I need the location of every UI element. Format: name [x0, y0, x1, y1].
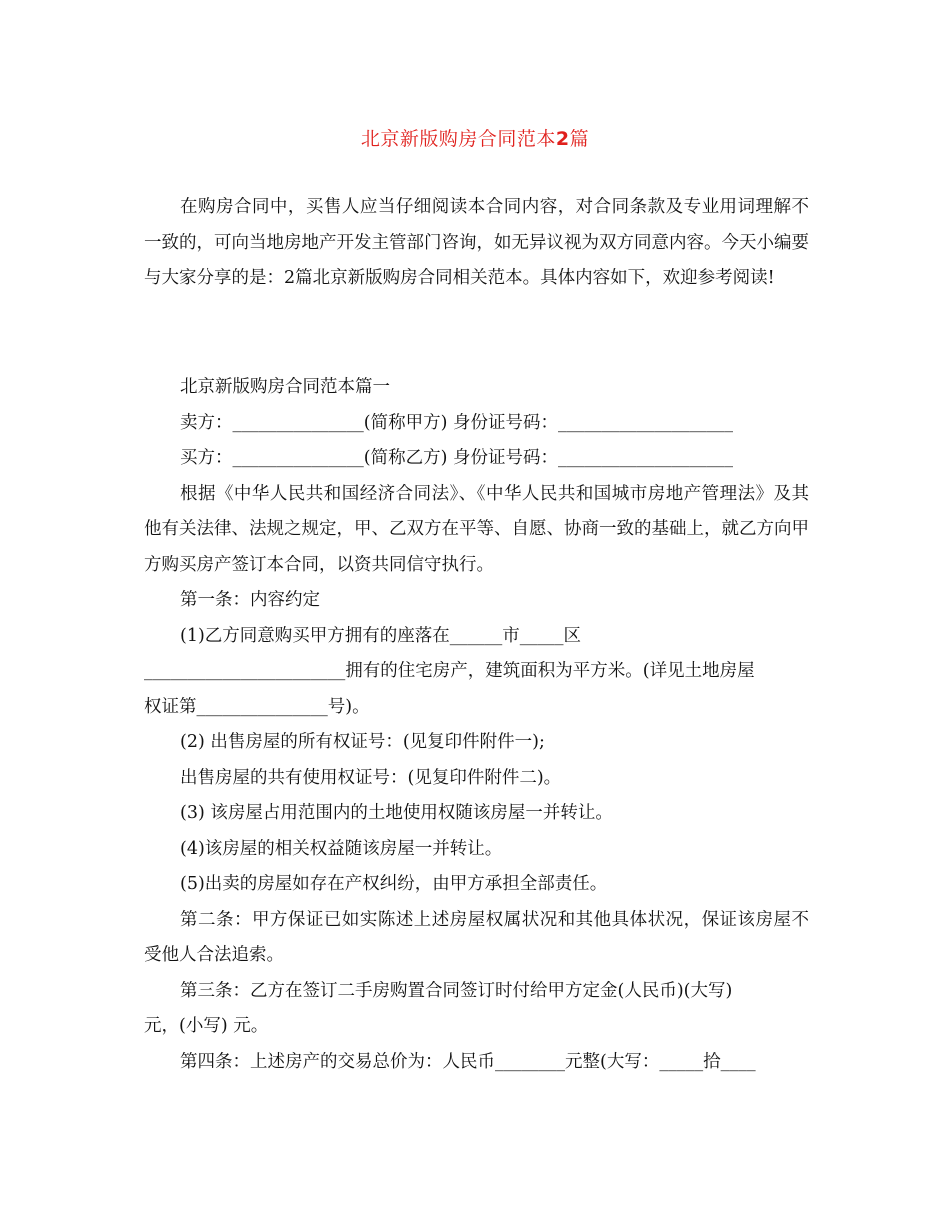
- basis-paragraph: 根据《中华人民共和国经济合同法》、《中华人民共和国城市房地产管理法》及其他有关法律、法规之规定，甲、乙双方在平等、自愿、协商一致的基础上，就乙方向甲方购买房产签订本合同，以资共同信守执行。: [144, 483, 809, 575]
- article1-heading: 第一条：内容约定: [180, 590, 320, 610]
- article3-line1: 第三条：乙方在签订二手房购置合同签订时付给甲方定金(人民币)(大写): [180, 980, 733, 1001]
- title-main: 北京新版购房合同范本: [360, 128, 556, 150]
- article4-line: 第四条：上述房产的交易总价为：人民币________元整(大写：_____拾____: [180, 1051, 756, 1072]
- section-heading: 北京新版购房合同范本篇一: [180, 377, 390, 397]
- intro-section: [144, 190, 809, 297]
- document-title: [0, 124, 950, 151]
- buyer-line: 买方：_______________(简称乙方) 身份证号码：____________________: [180, 448, 733, 468]
- contract-section: [144, 370, 809, 1080]
- item5: (5)出卖的房屋如存在产权纠纷，由甲方承担全部责任。: [180, 874, 608, 894]
- item2: (2) 出售房屋的所有权证号：(见复印件附件一);: [180, 732, 545, 752]
- item4: (4)该房屋的相关权益随该房屋一并转让。: [180, 838, 503, 859]
- item1-line3: 权证第_______________号)。: [144, 696, 370, 717]
- item1-line2: _______________________拥有的住宅房产，建筑面积为平方米。(详见土地房屋: [144, 661, 755, 681]
- title-number: 2: [555, 128, 570, 150]
- item2b: 出售房屋的共有使用权证号：(见复印件附件二)。: [180, 767, 562, 788]
- article2-paragraph: 第二条：甲方保证已如实陈述上述房屋权属状况和其他具体状况，保证该房屋不受他人合法追索。: [144, 909, 809, 965]
- title-suffix: 篇: [569, 128, 590, 150]
- item3: (3) 该房屋占用范围内的土地使用权随该房屋一并转让。: [180, 803, 613, 823]
- intro-paragraph: 在购房合同中，买售人应当仔细阅读本合同内容，对合同条款及专业用词理解不一致的，可向当地房地产开发主管部门咨询，如无异议视为双方同意内容。今天小编要与大家分享的是：2篇北京新版购房合同相关范本。具体内容如下，欢迎参考阅读!: [144, 197, 809, 288]
- item1-line1: (1)乙方同意购买甲方拥有的座落在______市_____区: [180, 625, 582, 646]
- seller-line: 卖方：_______________(简称甲方) 身份证号码：____________________: [180, 412, 733, 433]
- article3-line2: 元，(小写) 元。: [144, 1016, 269, 1036]
